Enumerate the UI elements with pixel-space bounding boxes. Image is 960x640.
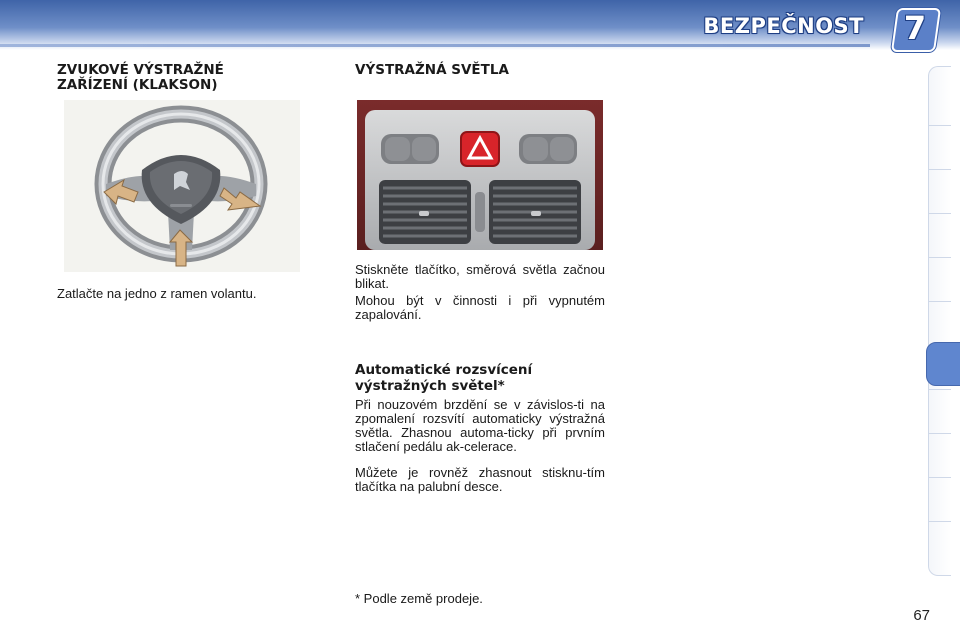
tab-divider [929,521,951,522]
hazard-paragraph-1: Stiskněte tlačítko, směrová světla začnou blikat. [355,262,605,291]
auto-hazard-paragraph-1: Při nouzovém brzdění se v závislos-ti na zpomalení rozsvítí automaticky výstražná světla. Zhasnou automa-ticky při prvním stlačení pedálu ak-celerace. [355,397,605,454]
tab-divider [929,257,951,258]
hazard-paragraph-2: Mohou být v činnosti i při vypnutém zapalování. [355,293,605,322]
tab-divider [929,389,951,390]
tab-divider [929,125,951,126]
horn-instruction: Zatlačte na jedno z ramen volantu. [57,286,257,301]
tab-divider [929,213,951,214]
auto-hazard-heading-line2: výstražných světel* [355,378,505,394]
auto-hazard-paragraph-2: Můžete je rovněž zhasnout stisknu-tím tlačítka na palubní desce. [355,465,605,494]
header-accent-line [0,44,870,47]
chapter-number: 7 [903,9,927,47]
horn-heading-line2: ZAŘÍZENÍ (KLAKSON) [57,77,218,93]
chapter-title: BEZPEČNOST [703,14,864,38]
chapter-tab-strip [928,66,951,576]
tab-divider [929,433,951,434]
hazard-heading: VÝSTRAŽNÁ SVĚTLA [355,62,509,78]
chapter-tab-active[interactable] [926,342,960,386]
auto-hazard-heading-line1: Automatické rozsvícení [355,362,533,378]
auto-hazard-heading [355,362,532,394]
page-number: 67 [913,607,930,624]
tab-divider [929,477,951,478]
steering-wheel-icon [64,100,300,272]
footnote: * Podle země prodeje. [355,591,483,606]
horn-heading [57,63,224,93]
tab-divider [929,169,951,170]
horn-heading-line1: ZVUKOVÉ VÝSTRAŽNÉ [57,62,224,78]
hazard-button-dashboard-icon [357,100,603,250]
tab-divider [929,301,951,302]
